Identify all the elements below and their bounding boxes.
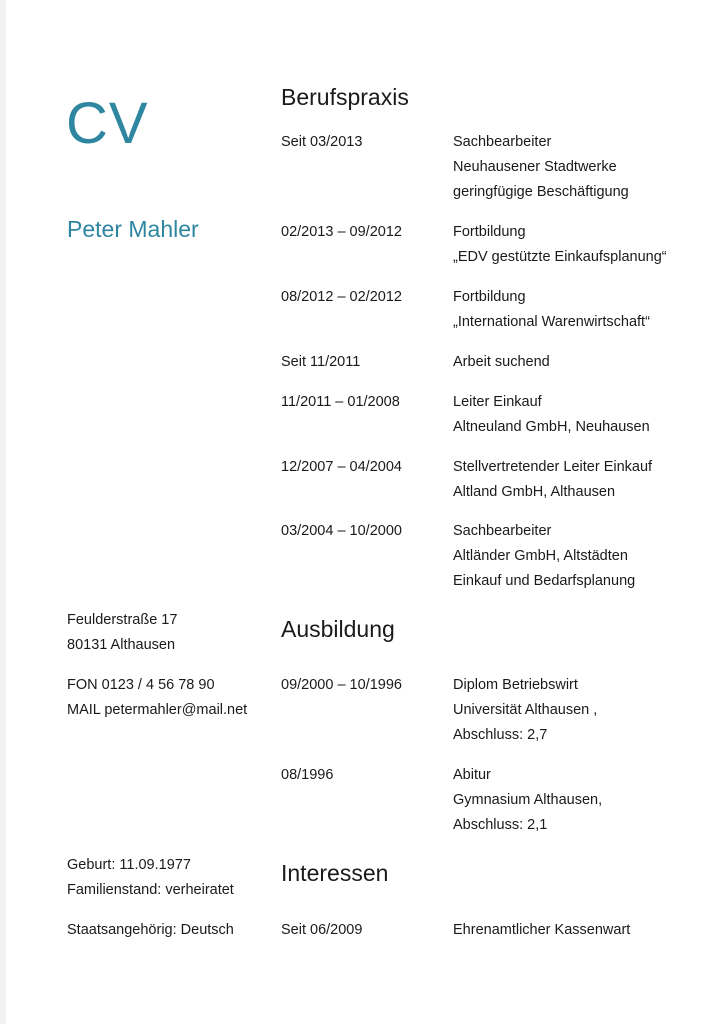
- personal-birth: Geburt: 11.09.1977: [67, 857, 191, 873]
- entry-line: Sachbearbeiter: [453, 523, 552, 539]
- personal-block: [67, 853, 234, 903]
- entry-line: Stellvertretender Leiter Einkauf: [453, 459, 653, 475]
- page-edge: [0, 0, 6, 1024]
- entry-description: [453, 673, 597, 748]
- entry-line: Fortbildung: [453, 289, 526, 305]
- entry-line: Leiter Einkauf: [453, 394, 542, 410]
- entry-date: 02/2013 – 09/2012: [281, 224, 402, 240]
- section-title-ausbildung: Ausbildung: [281, 616, 395, 642]
- contact-mail: MAIL petermahler@mail.net: [67, 702, 248, 718]
- personal-marital: Familienstand: verheiratet: [67, 882, 234, 898]
- entry-date: 08/1996: [281, 767, 334, 783]
- entry-line: Abschluss: 2,7: [453, 727, 548, 743]
- entry-line: Ehrenamtlicher Kassenwart: [453, 922, 631, 938]
- contact-block: [67, 673, 247, 723]
- entry-description: [453, 763, 602, 838]
- entry-description: [453, 130, 629, 205]
- cv-title: CV: [66, 91, 149, 156]
- entry-line: Altländer GmbH, Altstädten: [453, 548, 628, 564]
- nationality-block: [67, 918, 234, 943]
- entry-date: Seit 11/2011: [281, 354, 361, 370]
- entry-date: 09/2000 – 10/1996: [281, 677, 402, 693]
- entry-date: 03/2004 – 10/2000: [281, 523, 402, 539]
- entry-line: Altneuland GmbH, Neuhausen: [453, 419, 650, 435]
- entry-line: geringfügige Beschäftigung: [453, 184, 629, 200]
- entry-line: Arbeit suchend: [453, 354, 550, 370]
- address-block: [67, 608, 177, 658]
- entry-date: 12/2007 – 04/2004: [281, 459, 402, 475]
- entry-description: [453, 350, 550, 375]
- person-name: Peter Mahler: [67, 216, 199, 242]
- entry-line: „International Warenwirtschaft“: [453, 314, 650, 330]
- personal-nationality: Staatsangehörig: Deutsch: [67, 922, 234, 938]
- entry-description: [453, 285, 650, 335]
- entry-line: Abschluss: 2,1: [453, 817, 548, 833]
- entry-description: [453, 390, 650, 440]
- entry-date: Seit 03/2013: [281, 134, 363, 150]
- entry-line: Sachbearbeiter: [453, 134, 552, 150]
- address-city: 80131 Althausen: [67, 637, 176, 653]
- entry-line: „EDV gestützte Einkaufsplanung“: [453, 249, 667, 265]
- entry-line: Universität Althausen ,: [453, 702, 598, 718]
- entry-line: Gymnasium Althausen,: [453, 792, 603, 808]
- entry-date: 08/2012 – 02/2012: [281, 289, 402, 305]
- section-title-interessen: Interessen: [281, 860, 389, 886]
- entry-date: Seit 06/2009: [281, 922, 363, 938]
- entry-date: 11/2011 – 01/2008: [281, 394, 400, 410]
- entry-line: Fortbildung: [453, 224, 526, 240]
- address-street: Feulderstraße 17: [67, 612, 178, 628]
- entry-description: [453, 455, 652, 505]
- entry-description: [453, 519, 635, 594]
- entry-line: Diplom Betriebswirt: [453, 677, 578, 693]
- entry-line: Altland GmbH, Althausen: [453, 484, 616, 500]
- entry-description: [453, 220, 667, 270]
- section-title-berufspraxis: Berufspraxis: [281, 84, 409, 110]
- entry-description: [453, 918, 630, 943]
- entry-line: Abitur: [453, 767, 491, 783]
- entry-line: Einkauf und Bedarfsplanung: [453, 573, 636, 589]
- contact-phone: FON 0123 / 4 56 78 90: [67, 677, 215, 693]
- entry-line: Neuhausener Stadtwerke: [453, 159, 617, 175]
